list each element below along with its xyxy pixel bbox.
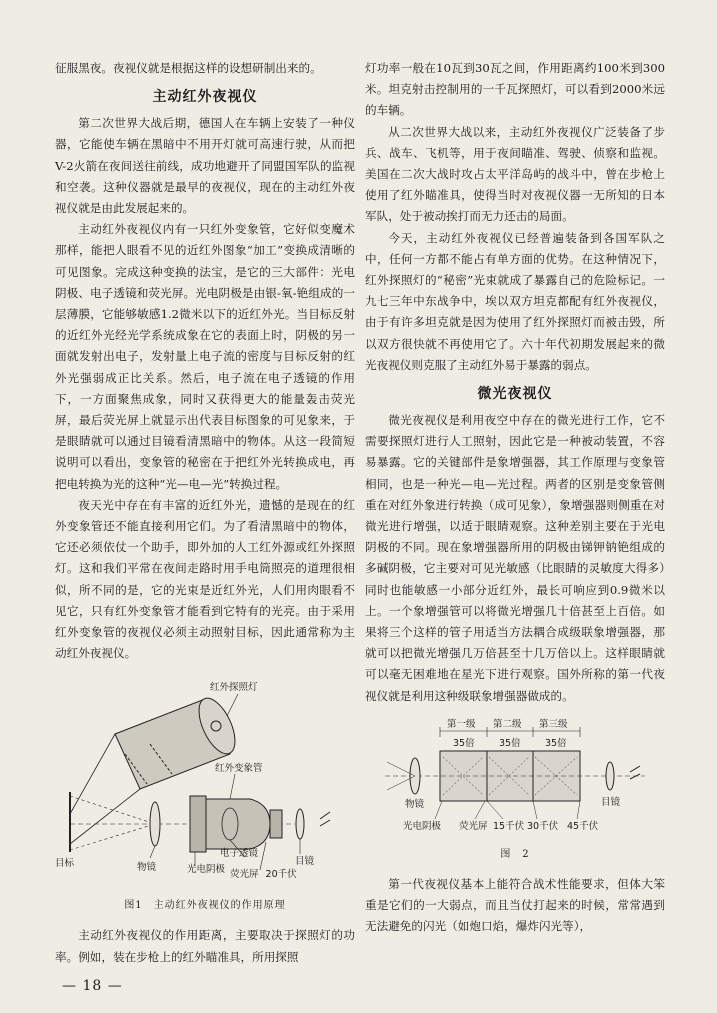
label-electron-lens: 电子透镜 xyxy=(220,848,259,860)
label-voltage-45kv: 45千伏 xyxy=(567,820,599,832)
paragraph: 第二次世界大战后期，德国人在车辆上安装了一种仪器，它能使车辆在黑暗中不用开灯就可高速行驶，从而把V-2火箭在夜间送往前线，成功地避开了同盟国军队的监视和空袭。这种仪器就是最早的夜视仪，现在的主动红外夜视仪就是由此发展起来的。 xyxy=(55,116,355,216)
eyepiece-lens xyxy=(606,762,614,790)
intro-paragraph: 征服黑夜。夜视仪就是根据这样的设想研制出来的。 xyxy=(55,61,322,75)
objective-lens xyxy=(150,802,160,846)
figure-1-diagram xyxy=(55,674,355,874)
label-stage-3: 第三级 xyxy=(539,718,568,730)
figure-1 xyxy=(55,674,355,911)
left-column xyxy=(55,58,355,968)
figure-2 xyxy=(365,717,665,860)
label-voltage-15kv: 15千伏 xyxy=(493,820,525,832)
label-gain-3: 35倍 xyxy=(545,737,567,749)
label-photocathode: 光电阴极 xyxy=(187,864,226,875)
label-screen: 荧光屏 xyxy=(230,869,259,881)
label-eyepiece: 目镜 xyxy=(601,796,621,808)
label-voltage-30kv: 30千伏 xyxy=(527,820,559,832)
right-column xyxy=(365,58,665,938)
figure-2-caption: 图 2 xyxy=(500,848,530,860)
figure-2-diagram xyxy=(365,717,665,837)
label-objective: 物镜 xyxy=(405,798,425,810)
label-objective: 物镜 xyxy=(137,862,157,874)
label-stage-2: 第二级 xyxy=(493,718,522,730)
label-gain-2: 35倍 xyxy=(499,737,521,749)
section-heading-low-light: 微光夜视仪 xyxy=(477,386,553,403)
paragraph: 第一代夜视仪基本上能符合战术性能要求，但体大笨重是它们的一大弱点，而且当仗打起来的时候，常常遇到无法避免的闪光（如炮口焰，爆炸闪光等）， xyxy=(365,876,665,934)
paragraph: 今天，主动红外夜视仪已经普遍装备到各国军队之中，任何一方都不能占有单方面的优势。在这种情况下，红外探照灯的“秘密”光束就成了暴露自己的危险标记。一九七三年中东战争中，埃以双方坦克都配有红外夜视仪，由于有许多坦克就是因为使用了红外探照灯而被击毁，所以双方很快就不再使用它了。六十年代初期发展起来的微光夜视仪则克服了主动红外易于暴露的弱点。 xyxy=(365,230,665,372)
paragraph: 灯功率一般在10瓦到30瓦之间，作用距离约100米到300米。坦克射击控制用的一千瓦探照灯，可以看到2000米远的车辆。 xyxy=(365,61,665,118)
eye-icon xyxy=(320,812,330,826)
label-voltage: 20千伏 xyxy=(265,869,297,881)
label-gain-1: 35倍 xyxy=(453,737,475,749)
paragraph: 主动红外夜视仪的作用距离，主要取决于探照灯的功率。例如，装在步枪上的红外瞄准具，所用探照 xyxy=(55,928,355,964)
page-number: — 18 — xyxy=(62,978,123,994)
label-converter-tube: 红外变象管 xyxy=(215,763,263,775)
paragraph: 从二次世界大战以来，主动红外夜视仪广泛装备了步兵、战车、飞机等，用于夜间瞄准、驾驶、侦察和监视。美国在二次大战时攻占太平洋岛屿的战斗中，曾在步枪上使用了红外瞄准具，使得当时对夜视仪器一无所知的日本军队，处于被动挨打而无力还击的局面。 xyxy=(365,124,665,224)
label-target: 目标 xyxy=(55,858,75,870)
label-stage-1: 第一级 xyxy=(447,718,476,730)
label-eyepiece: 目镜 xyxy=(295,856,315,868)
label-photocathode: 光电阴极 xyxy=(403,820,442,832)
label-screen: 荧光屏 xyxy=(459,820,488,832)
label-searchlight: 红外探照灯 xyxy=(210,682,258,694)
paragraph: 夜天光中存在有丰富的近红外光，遗憾的是现在的红外变象管还不能直接利用它们。为了看清黑暗中的物体，它还必须依仗一个助手，即外加的人工红外源或红外探照灯。这和我们平常在夜间走路时用手电筒照亮的道理很相似，所不同的是，它的光束是近红外光，人们用肉眼看不见它，只有红外变象管才能看到它特有的光亮。由于采用红外变象管的夜视仪必须主动照射目标，因此通常称为主动红外夜视仪。 xyxy=(55,497,355,661)
eyepiece-lens xyxy=(296,809,304,839)
eye-icon xyxy=(630,766,640,779)
figure-1-caption: 图1 主动红外夜视仪的作用原理 xyxy=(124,900,286,912)
searchlight-icon xyxy=(115,693,242,789)
paragraph: 微光夜视仪是利用夜空中存在的微光进行工作，它不需要探照灯进行人工照射，因此它是一种被动装置，不容易暴露。它的关键部件是象增强器，其工作原理与变象管相同，也是一种光—电—光过程。两者的区别是变象管侧重在对红外象进行转换（成可见象），象增强器则侧重在对微光进行增强，以适于眼睛观察。这种差别主要在于光电阴极的不同。现在象增强器所用的阴极由锑钾钠铯组成的多碱阴极，它主要对可见光敏感（比眼睛的灵敏度大得多）同时也能敏感一小部分近红外，最长可响应到0.9微米以上。一个象增强管可以将微光增强几十倍甚至上百倍。如果将三个这样的管子用适当方法耦合成级联象增强器，那就可以把微光增强几万倍甚至十几万倍以上。这样眼睛就可以毫无困难地在星光下进行观察。国外所称的第一代夜视仪就是利用这种级联象增强器做成的。 xyxy=(365,413,665,703)
paragraph: 主动红外夜视仪内有一只红外变象管，它好似变魔术那样，能把人眼看不见的近红外图象“加工”变换成清晰的可见图象。完成这种变换的法宝，是它的三大部件：光电阴极、电子透镜和荧光屏。光电阴极是由银-氧-铯组成的一层薄膜，它能够敏感1.2微米以下的近红外光。当目标反射的近红外光经光学系统成象在它的表面上时，阴极的另一面就发射出电子，发射量上电子流的密度与目标反射的红外光强弱成正比关系。然后，电子流在电子透镜的作用下，一方面聚焦成象，同时又获得更大的能量轰击荧光屏，最后荧光屏上就显示出代表目标图象的可见象来，于是眼睛就可以通过目镜看清黑暗中的物体。从这一段简短说明可以看出，变象管的秘密在于把红外光转换成电，再把电转换为光的这种“光—电—光”转换过程。 xyxy=(55,222,355,491)
image-converter-tube xyxy=(190,796,282,852)
section-heading-active-ir: 主动红外夜视仪 xyxy=(152,89,258,106)
